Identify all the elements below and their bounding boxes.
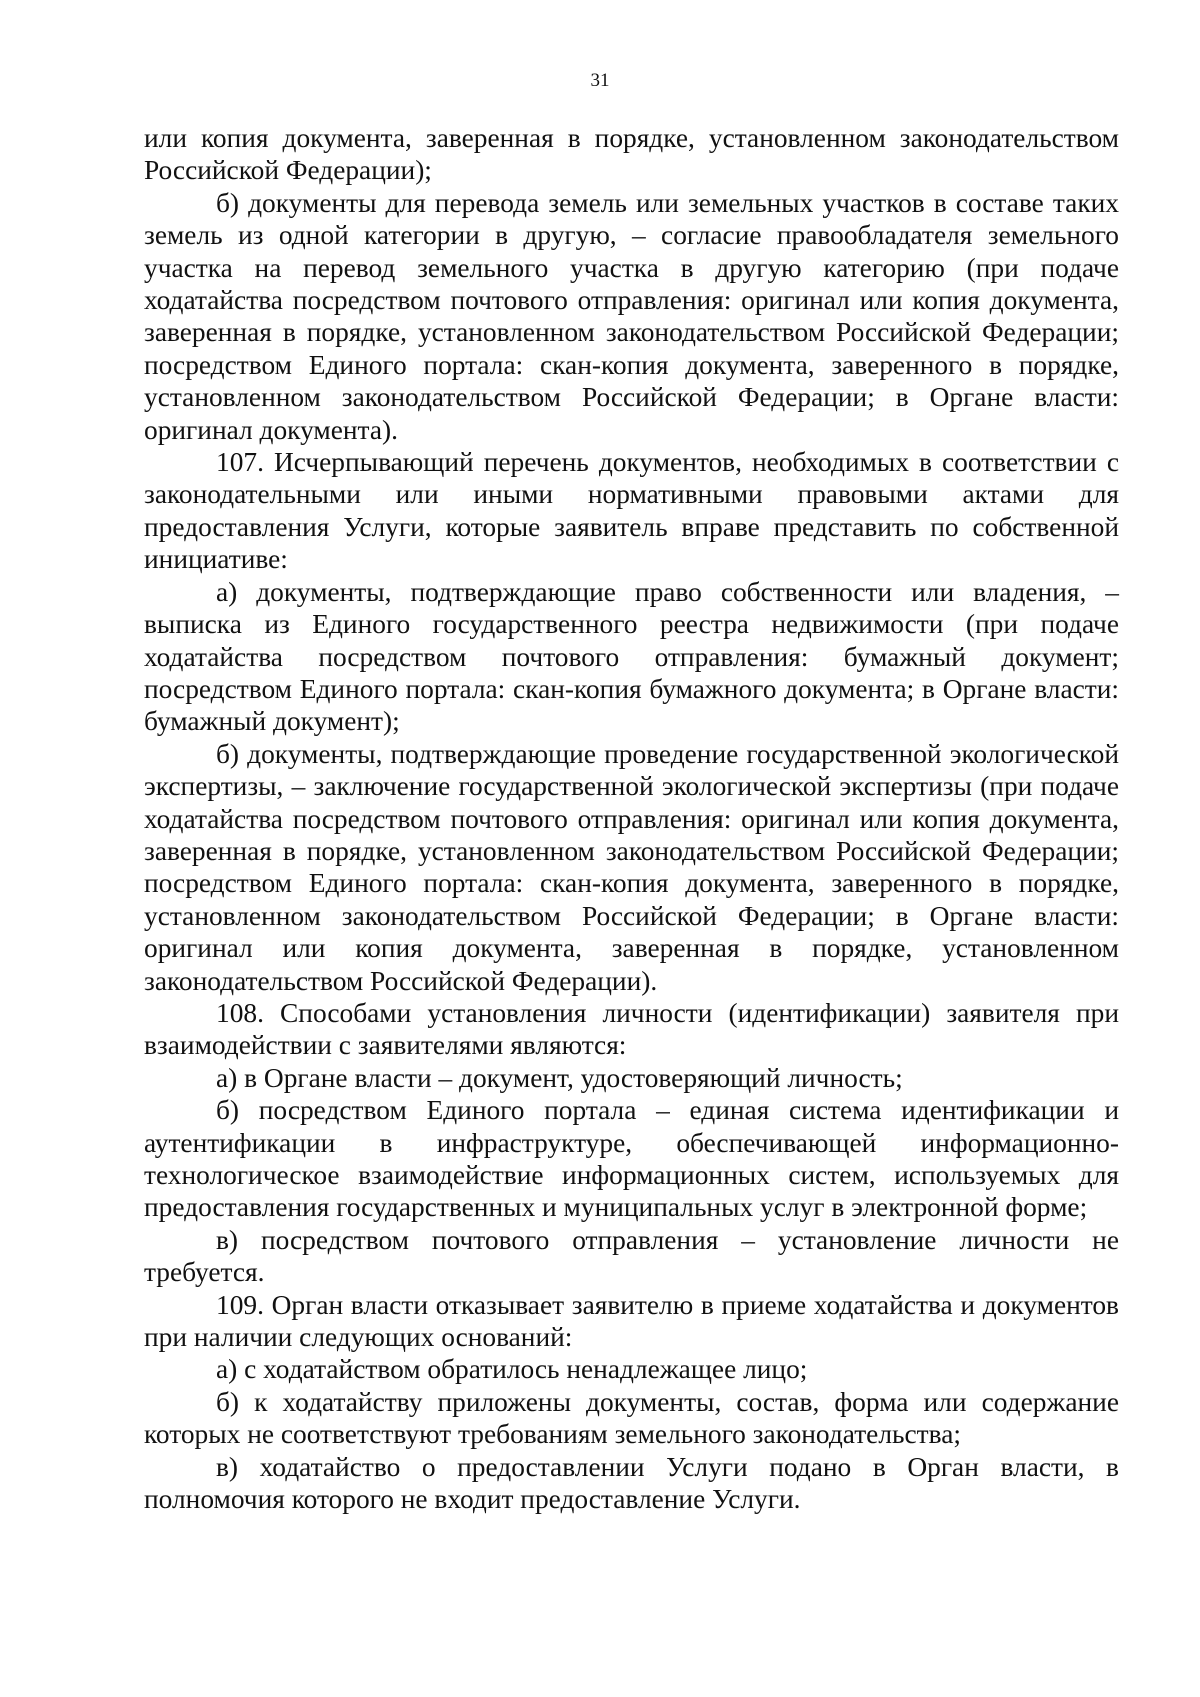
document-body	[144, 122, 1119, 1515]
paragraph-109c: в) ходатайство о предоставлении Услуги подано в Орган власти, в полномочия которого не входит предоставление Услуги.	[144, 1451, 1119, 1515]
paragraph-continuation: или копия документа, заверенная в порядке, установленном законодательством Российской Федерации);	[144, 123, 1119, 186]
paragraph-107a: а) документы, подтверждающие право собственности или владения, – выписка из Единого государственного реестра недвижимости (при подаче ходатайства посредством почтового отправления: бумажный документ; посредством Единого портала: скан-копия бумажного документа; в Органе власти: бумажный документ);	[144, 576, 1119, 737]
page-number: 31	[590, 70, 610, 91]
paragraph-108: 108. Способами установления личности (идентификации) заявителя при взаимодействии с заявителями являются:	[144, 997, 1119, 1061]
paragraph-107b: б) документы, подтверждающие проведение государственной экологической экспертизы, – заключение государственной экологической экспертизы (при подаче ходатайства посредством почтового отправления: оригинал или копия документа, заверенная в порядке, установленном законодательством Российской Федерации; посредством Единого портала: скан-копия документа, заверенного в порядке, установленном законодательством Российской Федерации; в Органе власти: оригинал или копия документа, заверенная в порядке, установленном законодательством Российской Федерации).	[144, 738, 1119, 996]
paragraph-107: 107. Исчерпывающий перечень документов, необходимых в соответствии с законодательными или иными нормативными правовыми актами для предоставления Услуги, которые заявитель вправе представить по собственной инициативе:	[144, 447, 1119, 575]
paragraph-109b: б) к ходатайству приложены документы, состав, форма или содержание которых не соответствуют требованиям земельного законодательства;	[144, 1386, 1119, 1450]
paragraph-106b: б) документы для перевода земель или земельных участков в составе таких земель из одной категории в другую, – согласие правообладателя земельного участка на перевод земельного участка в другую категорию (при подаче ходатайства посредством почтового отправления: оригинал или копия документа, заверенная в порядке, установленном законодательством Российской Федерации; посредством Единого портала: скан-копия документа, заверенного в порядке, установленном законодательством Российской Федерации; в Органе власти: оригинал документа).	[144, 187, 1119, 445]
paragraph-109a: а) с ходатайством обратилось ненадлежащее лицо;	[216, 1354, 808, 1385]
paragraph-108c: в) посредством почтового отправления – установление личности не требуется.	[144, 1224, 1119, 1288]
paragraph-108a: а) в Органе власти – документ, удостоверяющий личность;	[216, 1062, 903, 1093]
paragraph-109: 109. Орган власти отказывает заявителю в приеме ходатайства и документов при наличии следующих оснований:	[144, 1289, 1119, 1353]
paragraph-108b: б) посредством Единого портала – единая система идентификации и аутентификации в инфраструктуре, обеспечивающей информационно-технологическое взаимодействие информационных систем, используемых для предоставления государственных и муниципальных услуг в электронной форме;	[144, 1095, 1119, 1223]
